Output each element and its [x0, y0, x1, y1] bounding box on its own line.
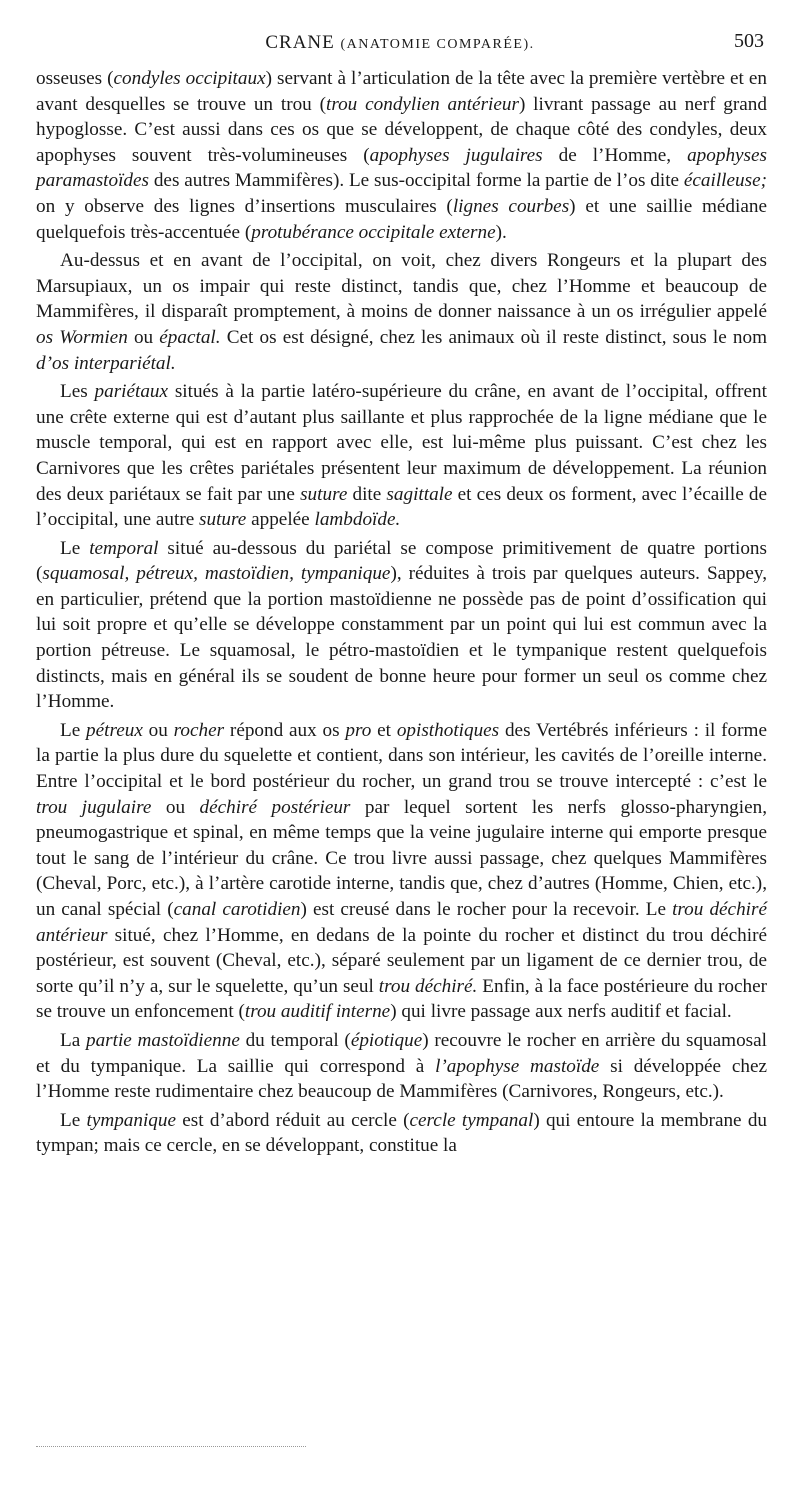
- text-run: et: [371, 719, 397, 741]
- italic-term: rocher: [173, 719, 225, 741]
- text-run: ), réduites à trois par quelques auteurs. Sappey, en particulier, prétend que la portion mastoïdienne ne possède pas de point d’ossification qui lui soit propre et qu’elle se développe constamment par un point qui lui est commun avec la portion pétreuse. Le squamosal, le pétro-mastoïdien et le tympanique restent quelquefois distincts, mais en général ils se soudent de bonne heure pour former un seul os comme chez l’Homme.: [36, 563, 768, 713]
- text-run: Au-dessus et en avant de l’occipital, on voit, chez divers Rongeurs et la plupart des Marsupiaux, un os impair qui reste distinct, tandis que, chez l’Homme et beaucoup de Mammifères, il disparaît promptement, à moins de donner naissance à un os irrégulier appelé: [36, 250, 767, 323]
- text-run: et ces deux os forment, avec l’écaille de l’occipital, une autre: [36, 483, 767, 531]
- italic-term: temporal: [89, 537, 159, 559]
- italic-term: protubérance occipitale externe: [251, 221, 496, 243]
- italic-term: sagittale: [386, 483, 453, 505]
- text-run: situés à la partie latéro-supérieure du crâne, en avant de l’occipital, offrent une crête externe qui est d’autant plus saillante et plus rapprochée de la ligne médiane que le muscle temporal, qui est en rapport avec elle, est lui-même plus puissant. C’est chez les Carnivores que les crêtes pariétales présentent leur maximum de développement. La réunion des deux pariétaux se fait par une: [36, 381, 767, 505]
- italic-term: trou déchiré.: [378, 975, 478, 997]
- italic-term: pétreux: [86, 719, 143, 741]
- text-run: ) servant à l’articulation de la tête avec la première vertèbre et en avant desquelles se trouve un trou (: [36, 68, 767, 115]
- italic-term: suture: [300, 483, 348, 505]
- italic-term: lambdoïde.: [314, 509, 401, 531]
- text-run: Cet os est désigné, chez les animaux où il reste distinct, sous le nom: [220, 326, 768, 348]
- text-run: on y observe des lignes d’insertions musculaires (: [36, 195, 453, 217]
- running-title-main: CRANE: [265, 32, 335, 53]
- text-run: Le: [60, 1109, 87, 1131]
- italic-term: suture: [199, 509, 247, 531]
- body-text: [36, 66, 767, 1159]
- italic-term: apophyses paramastoïdes: [36, 144, 767, 192]
- text-run: La: [60, 1029, 86, 1051]
- paragraph: [36, 536, 767, 715]
- text-run: ou: [142, 719, 174, 741]
- text-run: Le: [60, 719, 87, 741]
- text-run: si développée chez l’Homme reste rudimentaire chez beaucoup de Mammifères (Carnivores, Rongeurs, etc.).: [36, 1055, 767, 1103]
- text-run: est d’abord réduit au cercle (: [176, 1109, 410, 1131]
- text-run: ) est creusé dans le rocher pour la recevoir. Le: [300, 899, 673, 920]
- paragraph: [36, 66, 767, 245]
- text-run: par lequel sortent les nerfs glosso-pharyngien, pneumogastrique et spinal, en même temps que la veine jugulaire interne qui emporte presque tout le sang de l’intérieur du crâne. Ce trou livre aussi passage, chez quelques Mammifères (Cheval, Porc, etc.), à l’artère carotide interne, tandis que, chez d’autres (Homme, Chien, etc.), un canal spécial (: [36, 796, 768, 920]
- italic-term: trou condylien antérieur: [326, 93, 519, 115]
- italic-term: trou jugulaire: [36, 796, 152, 818]
- text-run: Le: [60, 537, 90, 559]
- italic-term: os Wormien: [36, 326, 128, 348]
- text-run: ) qui livre passage aux nerfs auditif et facial.: [390, 1001, 732, 1023]
- text-run: appelée: [246, 509, 315, 531]
- text-run: du temporal (: [239, 1029, 351, 1051]
- text-run: ) qui entoure la membrane du tympan; mais ce cercle, en se développant, constitue la: [36, 1109, 768, 1157]
- text-run: ) recouvre le rocher en arrière du squamosal et du tympanique. La saillie qui correspond à: [36, 1029, 767, 1077]
- page-number: 503: [734, 30, 764, 52]
- italic-term: épiotique: [350, 1029, 423, 1051]
- text-run: répond aux os: [224, 719, 346, 741]
- italic-term: déchiré postérieur: [199, 796, 351, 818]
- italic-term: écailleuse;: [683, 170, 767, 192]
- italic-term: pro: [345, 719, 372, 741]
- italic-term: cercle tympanal: [409, 1109, 534, 1131]
- italic-term: squamosal, pétreux, mastoïdien, tympanique: [42, 563, 391, 585]
- text-run: des Vertébrés inférieurs : il forme la partie la plus dure du squelette et contient, dans son intérieur, les cavités de l’oreille interne. Entre l’occipital et le bord postérieur du rocher, un grand trou se trouve intercepté : c’est le: [36, 719, 767, 793]
- text-run: de l’Homme,: [542, 144, 688, 166]
- italic-term: opisthotiques: [396, 719, 500, 741]
- italic-term: canal carotidien: [173, 899, 301, 920]
- text-run: ou: [151, 796, 200, 818]
- italic-term: partie mastoïdienne: [85, 1029, 240, 1051]
- text-run: situé au-dessous du pariétal se compose primitivement de quatre portions (: [36, 537, 767, 585]
- italic-term: épactal.: [159, 326, 221, 348]
- text-run: ).: [495, 221, 507, 243]
- italic-term: l’apophyse mastoïde: [435, 1055, 600, 1077]
- paragraph: [36, 379, 767, 533]
- paragraph: [36, 1028, 767, 1105]
- text-run: ) et une saillie médiane quelquefois très-accentuée (: [36, 195, 767, 243]
- text-run: dite: [347, 483, 387, 505]
- paragraph: [36, 718, 767, 1025]
- text-run: ) livrant passage au nerf grand hypoglosse. C’est aussi dans ces os que se développent, de chaque côté des condyles, deux apophyses souvent très-volumineuses (: [36, 93, 767, 166]
- italic-term: trou auditif interne: [244, 1001, 391, 1023]
- text-run: Les: [60, 381, 95, 403]
- italic-term: d’os interpariétal.: [36, 352, 176, 374]
- italic-term: apophyses jugulaires: [369, 144, 543, 166]
- running-title-sub: (ANATOMIE COMPARÉE).: [340, 37, 535, 52]
- paragraph: [36, 1108, 767, 1159]
- italic-term: trou déchiré antérieur: [36, 899, 767, 946]
- paragraph: [36, 248, 767, 376]
- text-run: des autres Mammifères). Le sus-occipital forme la partie de l’os dite: [149, 170, 684, 192]
- italic-term: pariétaux: [94, 381, 169, 403]
- italic-term: lignes courbes: [452, 195, 570, 217]
- italic-term: condyles occipitaux: [113, 68, 266, 89]
- text-run: Enfin, à la face postérieure du rocher se trouve un enfoncement (: [36, 975, 768, 1023]
- text-run: ou: [127, 326, 160, 348]
- running-title: [0, 32, 800, 54]
- italic-term: tympanique: [86, 1109, 177, 1131]
- text-run: situé, chez l’Homme, en dedans de la pointe du rocher et distinct du trou déchiré postérieur, est souvent (Cheval, etc.), séparé seulement par un ligament de ce dernier trou, de sorte qu’il n’y a, sur le squelette, qu’un seul: [36, 924, 767, 997]
- text-run: osseuses (: [36, 68, 114, 89]
- running-header: [0, 28, 800, 58]
- footer-rule: [36, 1446, 306, 1447]
